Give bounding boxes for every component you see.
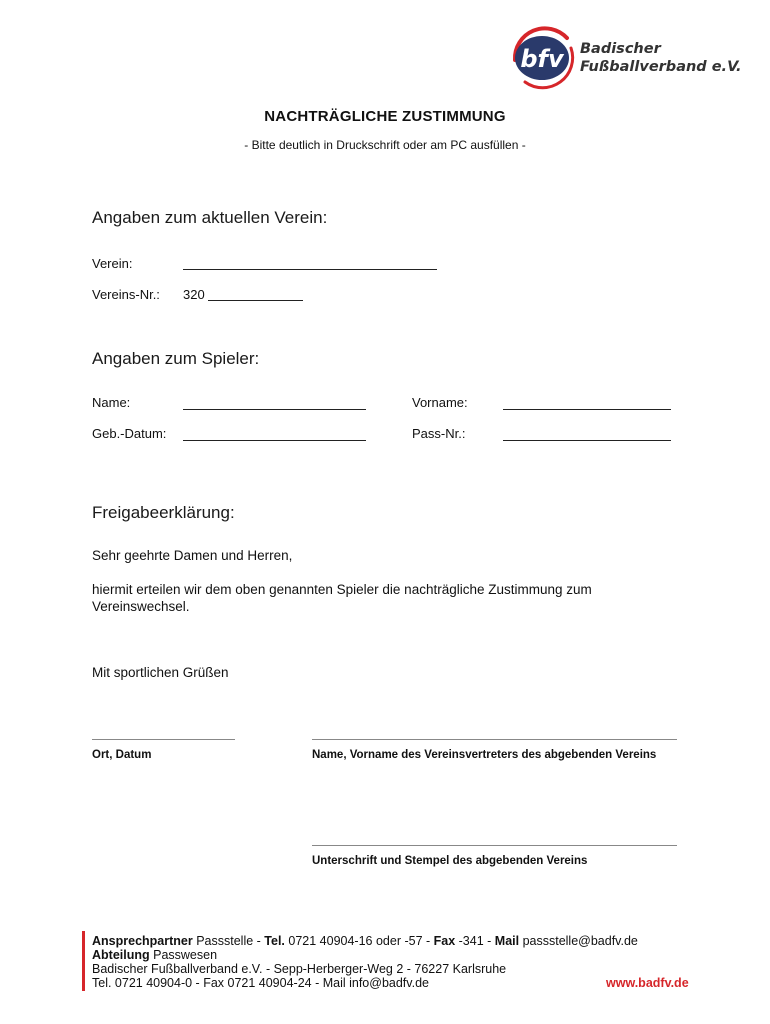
logo-mark: bfv	[520, 45, 564, 73]
body-line1: hiermit erteilen wir dem oben genannten Spieler die nachträgliche Zustimmung zum	[92, 582, 592, 597]
pass-nr-label: Pass-Nr.:	[412, 426, 466, 441]
vereinsnr-field[interactable]	[208, 300, 303, 301]
page-subtitle: - Bitte deutlich in Druckschrift oder am PC ausfüllen -	[244, 138, 526, 152]
unterschrift-line[interactable]	[312, 845, 677, 846]
ort-datum-label: Ort, Datum	[92, 749, 152, 761]
footer-contact	[92, 934, 638, 990]
footer-line3: Badischer Fußballverband e.V. - Sepp-Herberger-Weg 2 - 76227 Karlsruhe	[92, 962, 507, 976]
verein-field[interactable]	[183, 269, 437, 270]
vorname-label: Vorname:	[412, 395, 468, 410]
name-field[interactable]	[183, 409, 366, 410]
geb-datum-field[interactable]	[183, 440, 366, 441]
pass-nr-field[interactable]	[503, 440, 671, 441]
geb-datum-label: Geb.-Datum:	[92, 426, 167, 441]
verein-label: Verein:	[92, 256, 133, 271]
footer-accent-bar	[82, 931, 85, 991]
spieler-heading: Angaben zum Spieler:	[92, 349, 260, 368]
org-name	[580, 40, 742, 76]
salutation: Sehr geehrte Damen und Herren,	[92, 548, 293, 563]
page-title: NACHTRÄGLICHE ZUSTIMMUNG	[264, 108, 506, 125]
footer-line4: Tel. 0721 40904-0 - Fax 0721 40904-24 - Mail info@badfv.de	[92, 976, 429, 990]
footer-line1: Ansprechpartner Passstelle - Tel. 0721 40904-16 oder -57 - Fax -341 - Mail passstelle@badfv.de	[92, 934, 638, 948]
closing: Mit sportlichen Grüßen	[92, 665, 229, 680]
ort-datum-line[interactable]	[92, 739, 235, 740]
footer-line2: Abteilung Passwesen	[92, 948, 218, 962]
unterschrift-label: Unterschrift und Stempel des abgebenden Vereins	[312, 855, 588, 867]
body-line2: Vereinswechsel.	[92, 599, 190, 614]
org-name-line1: Badischer	[580, 41, 661, 57]
verein-heading: Angaben zum aktuellen Verein:	[92, 208, 328, 227]
vertreter-name-line[interactable]	[312, 739, 677, 740]
org-name-line2: Fußballverband e.V.	[580, 59, 742, 75]
name-label: Name:	[92, 395, 131, 410]
vertreter-name-label: Name, Vorname des Vereinsvertreters des abgebenden Vereins	[312, 749, 657, 761]
vereinsnr-value[interactable]: 320	[183, 287, 205, 302]
vereinsnr-label: Vereins-Nr.:	[92, 287, 160, 302]
vorname-field[interactable]	[503, 409, 671, 410]
website-link[interactable]: www.badfv.de	[606, 976, 689, 990]
freigabe-heading: Freigabeerklärung:	[92, 503, 235, 522]
